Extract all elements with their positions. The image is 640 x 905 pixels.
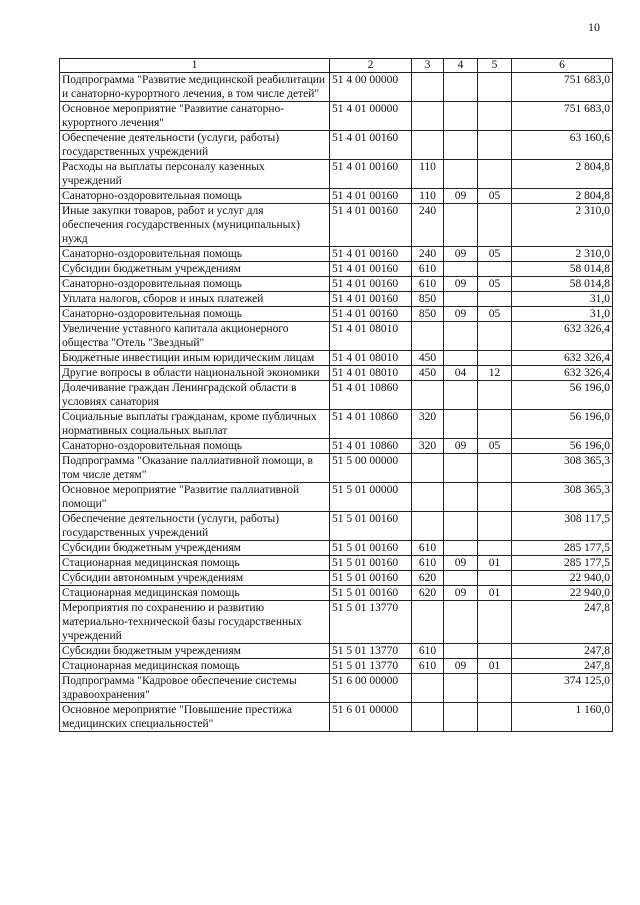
expense-type-code [412,381,444,410]
amount: 285 177,5 [512,541,613,556]
expense-type-code: 620 [412,586,444,601]
table-row [60,292,613,307]
amount: 374 125,0 [512,674,613,703]
target-article-code: 51 5 01 00160 [330,512,412,541]
row-name: Санаторно-оздоровительная помощь [60,439,330,454]
amount: 751 683,0 [512,102,613,131]
column-header: 5 [478,59,512,73]
column-header: 1 [60,59,330,73]
expense-type-code: 240 [412,204,444,247]
section-code [444,703,478,732]
row-name: Обеспечение деятельности (услуги, работы) государственных учреждений [60,131,330,160]
section-code [444,204,478,247]
row-name: Санаторно-оздоровительная помощь [60,307,330,322]
row-name: Обеспечение деятельности (услуги, работы) государственных учреждений [60,512,330,541]
expense-type-code: 620 [412,571,444,586]
table-row [60,571,613,586]
amount: 632 326,4 [512,366,613,381]
row-name: Санаторно-оздоровительная помощь [60,189,330,204]
section-code [444,454,478,483]
section-code [444,410,478,439]
subsection-code [478,674,512,703]
subsection-code: 05 [478,189,512,204]
amount: 632 326,4 [512,322,613,351]
expense-type-code [412,601,444,644]
section-code [444,674,478,703]
section-code [444,160,478,189]
row-name: Увеличение уставного капитала акционерного общества "Отель "Звездный" [60,322,330,351]
row-name: Основное мероприятие "Развитие паллиативной помощи" [60,483,330,512]
amount: 285 177,5 [512,556,613,571]
column-header: 4 [444,59,478,73]
row-name: Подпрограмма "Кадровое обеспечение системы здравоохранения" [60,674,330,703]
target-article-code: 51 4 01 10860 [330,381,412,410]
amount: 308 365,3 [512,454,613,483]
row-name: Уплата налогов, сборов и иных платежей [60,292,330,307]
target-article-code: 51 4 01 08010 [330,366,412,381]
target-article-code: 51 4 01 00160 [330,292,412,307]
expense-type-code [412,454,444,483]
expense-type-code: 110 [412,189,444,204]
table-row [60,73,613,102]
row-name: Основное мероприятие "Повышение престижа медицинских специальностей" [60,703,330,732]
subsection-code: 12 [478,366,512,381]
target-article-code: 51 4 01 00160 [330,262,412,277]
amount: 632 326,4 [512,351,613,366]
row-name: Санаторно-оздоровительная помощь [60,247,330,262]
subsection-code [478,410,512,439]
table-row [60,247,613,262]
table-row [60,483,613,512]
amount: 751 683,0 [512,73,613,102]
expense-type-code: 450 [412,366,444,381]
amount: 247,8 [512,659,613,674]
section-code [444,381,478,410]
amount: 308 117,5 [512,512,613,541]
table-body [60,73,613,732]
target-article-code: 51 5 01 00160 [330,586,412,601]
section-code: 09 [444,556,478,571]
target-article-code: 51 5 00 00000 [330,454,412,483]
amount: 58 014,8 [512,277,613,292]
column-header: 2 [330,59,412,73]
expense-type-code [412,131,444,160]
expense-type-code [412,483,444,512]
section-code [444,262,478,277]
target-article-code: 51 4 01 08010 [330,351,412,366]
subsection-code [478,541,512,556]
table-row [60,366,613,381]
expense-type-code: 850 [412,307,444,322]
subsection-code: 05 [478,277,512,292]
subsection-code [478,571,512,586]
row-name: Стационарная медицинская помощь [60,556,330,571]
expense-type-code: 610 [412,541,444,556]
table-row [60,160,613,189]
expense-type-code: 610 [412,262,444,277]
subsection-code: 01 [478,659,512,674]
table-header-row [60,59,613,73]
amount: 2 310,0 [512,247,613,262]
table-row [60,601,613,644]
target-article-code: 51 4 01 00160 [330,277,412,292]
amount: 31,0 [512,307,613,322]
section-code [444,292,478,307]
subsection-code: 01 [478,586,512,601]
subsection-code [478,483,512,512]
amount: 31,0 [512,292,613,307]
expense-type-code: 610 [412,644,444,659]
expense-type-code: 610 [412,556,444,571]
table-row [60,351,613,366]
section-code: 09 [444,189,478,204]
section-code: 09 [444,307,478,322]
column-header: 3 [412,59,444,73]
section-code [444,541,478,556]
target-article-code: 51 5 01 00160 [330,556,412,571]
target-article-code: 51 5 01 13770 [330,659,412,674]
subsection-code [478,512,512,541]
amount: 56 196,0 [512,410,613,439]
expense-type-code: 850 [412,292,444,307]
target-article-code: 51 4 01 08010 [330,322,412,351]
row-name: Мероприятия по сохранению и развитию материально-технической базы государственных учреждений [60,601,330,644]
page-number: 10 [588,20,600,34]
table-row [60,102,613,131]
target-article-code: 51 5 01 00160 [330,571,412,586]
expense-type-code: 450 [412,351,444,366]
target-article-code: 51 5 01 13770 [330,601,412,644]
row-name: Субсидии автономным учреждениям [60,571,330,586]
section-code [444,351,478,366]
table-row [60,556,613,571]
row-name: Стационарная медицинская помощь [60,586,330,601]
column-header: 6 [512,59,613,73]
target-article-code: 51 4 01 00000 [330,102,412,131]
target-article-code: 51 5 01 13770 [330,644,412,659]
table-row [60,410,613,439]
expense-type-code: 240 [412,247,444,262]
amount: 247,8 [512,601,613,644]
amount: 22 940,0 [512,586,613,601]
row-name: Субсидии бюджетным учреждениям [60,262,330,277]
row-name: Подпрограмма "Оказание паллиативной помощи, в том числе детям" [60,454,330,483]
section-code: 09 [444,659,478,674]
row-name: Бюджетные инвестиции иным юридическим лицам [60,351,330,366]
table-row [60,131,613,160]
amount: 2 804,8 [512,189,613,204]
row-name: Основное мероприятие "Развитие санаторно-курортного лечения" [60,102,330,131]
amount: 56 196,0 [512,439,613,454]
amount: 1 160,0 [512,703,613,732]
target-article-code: 51 6 00 00000 [330,674,412,703]
expense-type-code [412,703,444,732]
row-name: Санаторно-оздоровительная помощь [60,277,330,292]
amount: 58 014,8 [512,262,613,277]
subsection-code [478,381,512,410]
subsection-code [478,204,512,247]
target-article-code: 51 4 01 00160 [330,204,412,247]
table-row [60,189,613,204]
section-code [444,571,478,586]
subsection-code: 01 [478,556,512,571]
target-article-code: 51 5 01 00160 [330,541,412,556]
table-row [60,454,613,483]
subsection-code [478,601,512,644]
row-name: Долечивание граждан Ленинградской области в условиях санатория [60,381,330,410]
expense-type-code: 320 [412,439,444,454]
expense-type-code: 610 [412,277,444,292]
subsection-code [478,292,512,307]
target-article-code: 51 4 01 00160 [330,131,412,160]
expense-type-code [412,102,444,131]
expense-type-code: 610 [412,659,444,674]
expense-type-code [412,322,444,351]
expense-type-code [412,73,444,102]
target-article-code: 51 4 01 00160 [330,247,412,262]
section-code [444,601,478,644]
amount: 247,8 [512,644,613,659]
section-code: 09 [444,586,478,601]
subsection-code: 05 [478,439,512,454]
section-code: 09 [444,277,478,292]
target-article-code: 51 4 01 10860 [330,439,412,454]
section-code [444,483,478,512]
target-article-code: 51 4 01 00160 [330,160,412,189]
target-article-code: 51 6 01 00000 [330,703,412,732]
target-article-code: 51 4 01 00160 [330,189,412,204]
subsection-code: 05 [478,307,512,322]
expense-type-code [412,512,444,541]
section-code [444,131,478,160]
subsection-code [478,102,512,131]
table-row [60,659,613,674]
row-name: Стационарная медицинская помощь [60,659,330,674]
section-code: 04 [444,366,478,381]
target-article-code: 51 4 00 00000 [330,73,412,102]
subsection-code: 05 [478,247,512,262]
table-row [60,277,613,292]
expense-type-code [412,674,444,703]
target-article-code: 51 5 01 00000 [330,483,412,512]
table-row [60,204,613,247]
table-row [60,262,613,277]
table-row [60,703,613,732]
amount: 308 365,3 [512,483,613,512]
subsection-code [478,73,512,102]
subsection-code [478,262,512,277]
section-code [444,73,478,102]
section-code [444,644,478,659]
row-name: Субсидии бюджетным учреждениям [60,541,330,556]
section-code [444,102,478,131]
section-code [444,322,478,351]
section-code: 09 [444,439,478,454]
subsection-code [478,322,512,351]
target-article-code: 51 4 01 10860 [330,410,412,439]
amount: 22 940,0 [512,571,613,586]
amount: 63 160,6 [512,131,613,160]
amount: 56 196,0 [512,381,613,410]
expense-type-code: 320 [412,410,444,439]
table-row [60,381,613,410]
row-name: Субсидии бюджетным учреждениям [60,644,330,659]
table-row [60,307,613,322]
row-name: Социальные выплаты гражданам, кроме публичных нормативных социальных выплат [60,410,330,439]
table-row [60,586,613,601]
row-name: Иные закупки товаров, работ и услуг для обеспечения государственных (муниципальных) нужд [60,204,330,247]
expense-type-code: 110 [412,160,444,189]
table-row [60,512,613,541]
subsection-code [478,131,512,160]
table-row [60,322,613,351]
subsection-code [478,160,512,189]
row-name: Другие вопросы в области национальной экономики [60,366,330,381]
table-row [60,439,613,454]
subsection-code [478,703,512,732]
table-row [60,674,613,703]
subsection-code [478,351,512,366]
row-name: Подпрограмма "Развитие медицинской реабилитации и санаторно-курортного лечения, в том числе детей" [60,73,330,102]
section-code [444,512,478,541]
row-name: Расходы на выплаты персоналу казенных учреждений [60,160,330,189]
target-article-code: 51 4 01 00160 [330,307,412,322]
section-code: 09 [444,247,478,262]
budget-table [59,58,613,732]
subsection-code [478,644,512,659]
amount: 2 310,0 [512,204,613,247]
amount: 2 804,8 [512,160,613,189]
subsection-code [478,454,512,483]
table-row [60,541,613,556]
table-row [60,644,613,659]
